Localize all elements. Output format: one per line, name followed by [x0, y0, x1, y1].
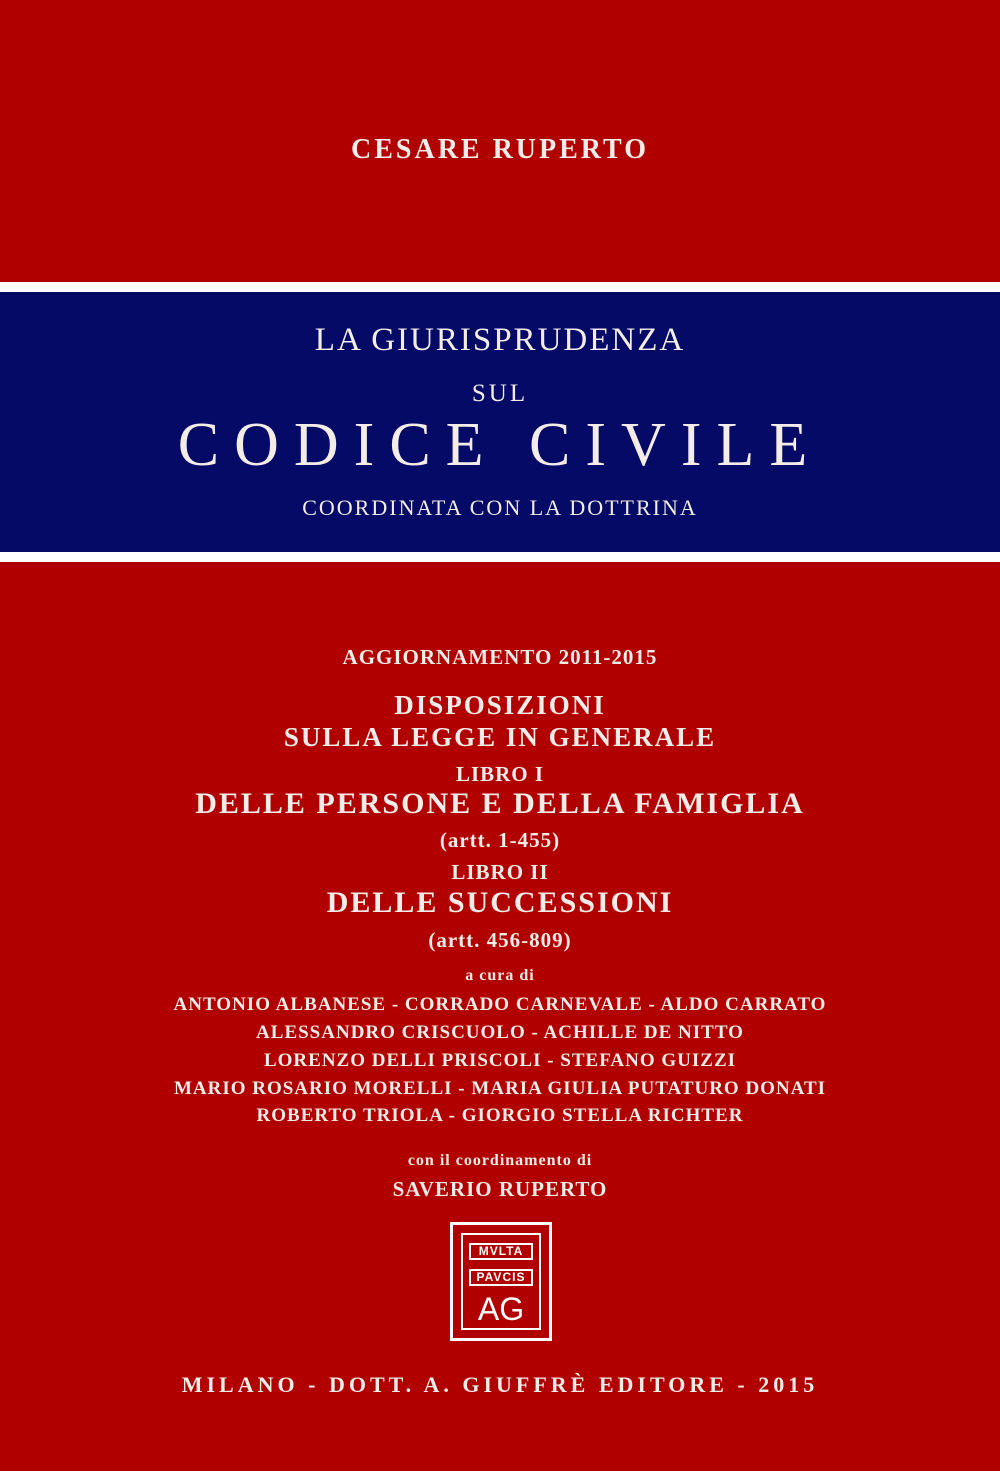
- top-white-stripe: [0, 282, 1000, 292]
- main-title: CODICE CIVILE: [177, 411, 823, 479]
- logo-inner-frame: [461, 1233, 541, 1330]
- editors-label: a cura di: [465, 967, 535, 984]
- coordinator-name: SAVERIO RUPERTO: [392, 1177, 608, 1201]
- libro-1-label: LIBRO I: [455, 762, 545, 786]
- editors-line: LORENZO DELLI PRISCOLI - STEFANO GUIZZI: [263, 1050, 737, 1071]
- editors-line: ROBERTO TRIOLA - GIORGIO STELLA RICHTER: [256, 1105, 744, 1126]
- disp-title-line-1: DISPOSIZIONI: [394, 690, 606, 720]
- logo-word-1: MVLTA: [469, 1243, 533, 1260]
- publisher-logo: [450, 1222, 552, 1341]
- libro-2-label: LIBRO II: [451, 860, 549, 884]
- disp-title-line-2: SULLA LEGGE IN GENERALE: [283, 722, 717, 752]
- libro-2-articles: (artt. 456-809): [428, 928, 572, 952]
- logo-word-2: PAVCIS: [469, 1269, 533, 1286]
- update-label: AGGIORNAMENTO 2011-2015: [342, 645, 658, 669]
- subtitle: COORDINATA CON LA DOTTRINA: [302, 495, 698, 520]
- libro-2-title: DELLE SUCCESSIONI: [326, 886, 674, 919]
- publisher-line: MILANO - DOTT. A. GIUFFRÈ EDITORE - 2015: [181, 1372, 819, 1397]
- editors-line: MARIO ROSARIO MORELLI - MARIA GIULIA PUTATURO DONATI: [173, 1078, 827, 1099]
- libro-1-articles: (artt. 1-455): [439, 828, 561, 852]
- bottom-white-stripe: [0, 552, 1000, 562]
- title-line-1: LA GIURISPRUDENZA: [314, 322, 686, 358]
- libro-1-title: DELLE PERSONE E DELLA FAMIGLIA: [195, 787, 805, 820]
- title-line-2: SUL: [471, 380, 529, 407]
- logo-mark: AG: [477, 1291, 525, 1327]
- author-name: CESARE RUPERTO: [351, 134, 649, 165]
- coordination-label: con il coordinamento di: [407, 1152, 593, 1169]
- editors-line: ANTONIO ALBANESE - CORRADO CARNEVALE - ALDO CARRATO: [173, 994, 827, 1015]
- editors-line: ALESSANDRO CRISCUOLO - ACHILLE DE NITTO: [256, 1022, 744, 1043]
